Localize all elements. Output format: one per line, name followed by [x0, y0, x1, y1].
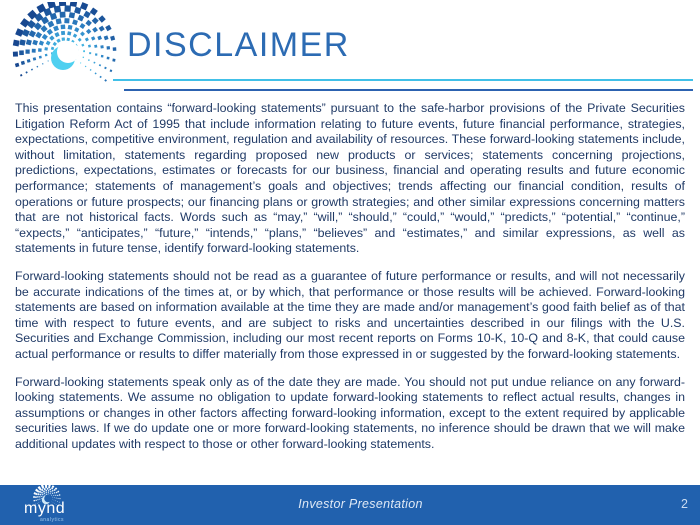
page-number: 2 — [681, 497, 688, 511]
page-title: DISCLAIMER — [127, 26, 350, 64]
footer-bar — [0, 485, 700, 525]
title-underline-blue — [124, 89, 693, 91]
disclaimer-paragraph-3: Forward-looking statements speak only as of the date they are made. You should not put undue reliance on any forward-looking statements. We assume no obligation to update forward-looking statements to reflect actual results, changes in assumptions or changes in other factors affecting forward-looking information, except to the extent required by applicable securities laws. If we do update one or more forward-looking statements, no inference should be drawn that we will make additional updates with respect to those or other forward-looking statements. — [15, 374, 685, 451]
footer-brand-subtext: analytics — [40, 517, 64, 523]
disclaimer-body — [15, 101, 685, 464]
mynd-swirl-icon — [5, 2, 120, 87]
title-underline-cyan — [113, 79, 693, 81]
disclaimer-paragraph-2: Forward-looking statements should not be read as a guarantee of future performance or results, and will not necessarily be accurate indications of the times at, or by which, that performance or those results will be achieved. Forward-looking statements are based on information available at the time they are made and/or management’s good faith belief as of that time with respect to future events, and are subject to risks and uncertainties described in our filings with the U.S. Securities and Exchange Commission, including our most recent reports on Forms 10-K, 10-Q and 8-K, that could cause actual performance or results to differ materially from those expressed in or suggested by the forward-looking statements. — [15, 268, 685, 361]
disclaimer-paragraph-1: This presentation contains “forward-looking statements” pursuant to the safe-harbor provisions of the Private Securities Litigation Reform Act of 1995 that include information relating to future events, future financial performance, strategies, expectations, competitive environment, regulation and availability of resources. These forward-looking statements include, without limitation, statements regarding proposed new products or services; statements concerning projections, predictions, expectations, estimates or forecasts for our business, financial and operating results and future economic performance; statements of management’s goals and objectives; trends affecting our financial condition, results of operations or future prospects; our financing plans or growth strategies; and other similar expressions concerning matters that are not historical facts. Words such as “may,” “will,” “should,” “could,” “would,” “predicts,” “potential,” “continue,” “expects,” “anticipates,” “future,” “intends,” “plans,” “believes” and “estimates,” and similar expressions, as well as statements in future tense, identify forward-looking statements. — [15, 101, 685, 256]
footer-brand-logo: mynd — [24, 500, 66, 517]
footer-presentation-label: Investor Presentation — [298, 497, 423, 511]
